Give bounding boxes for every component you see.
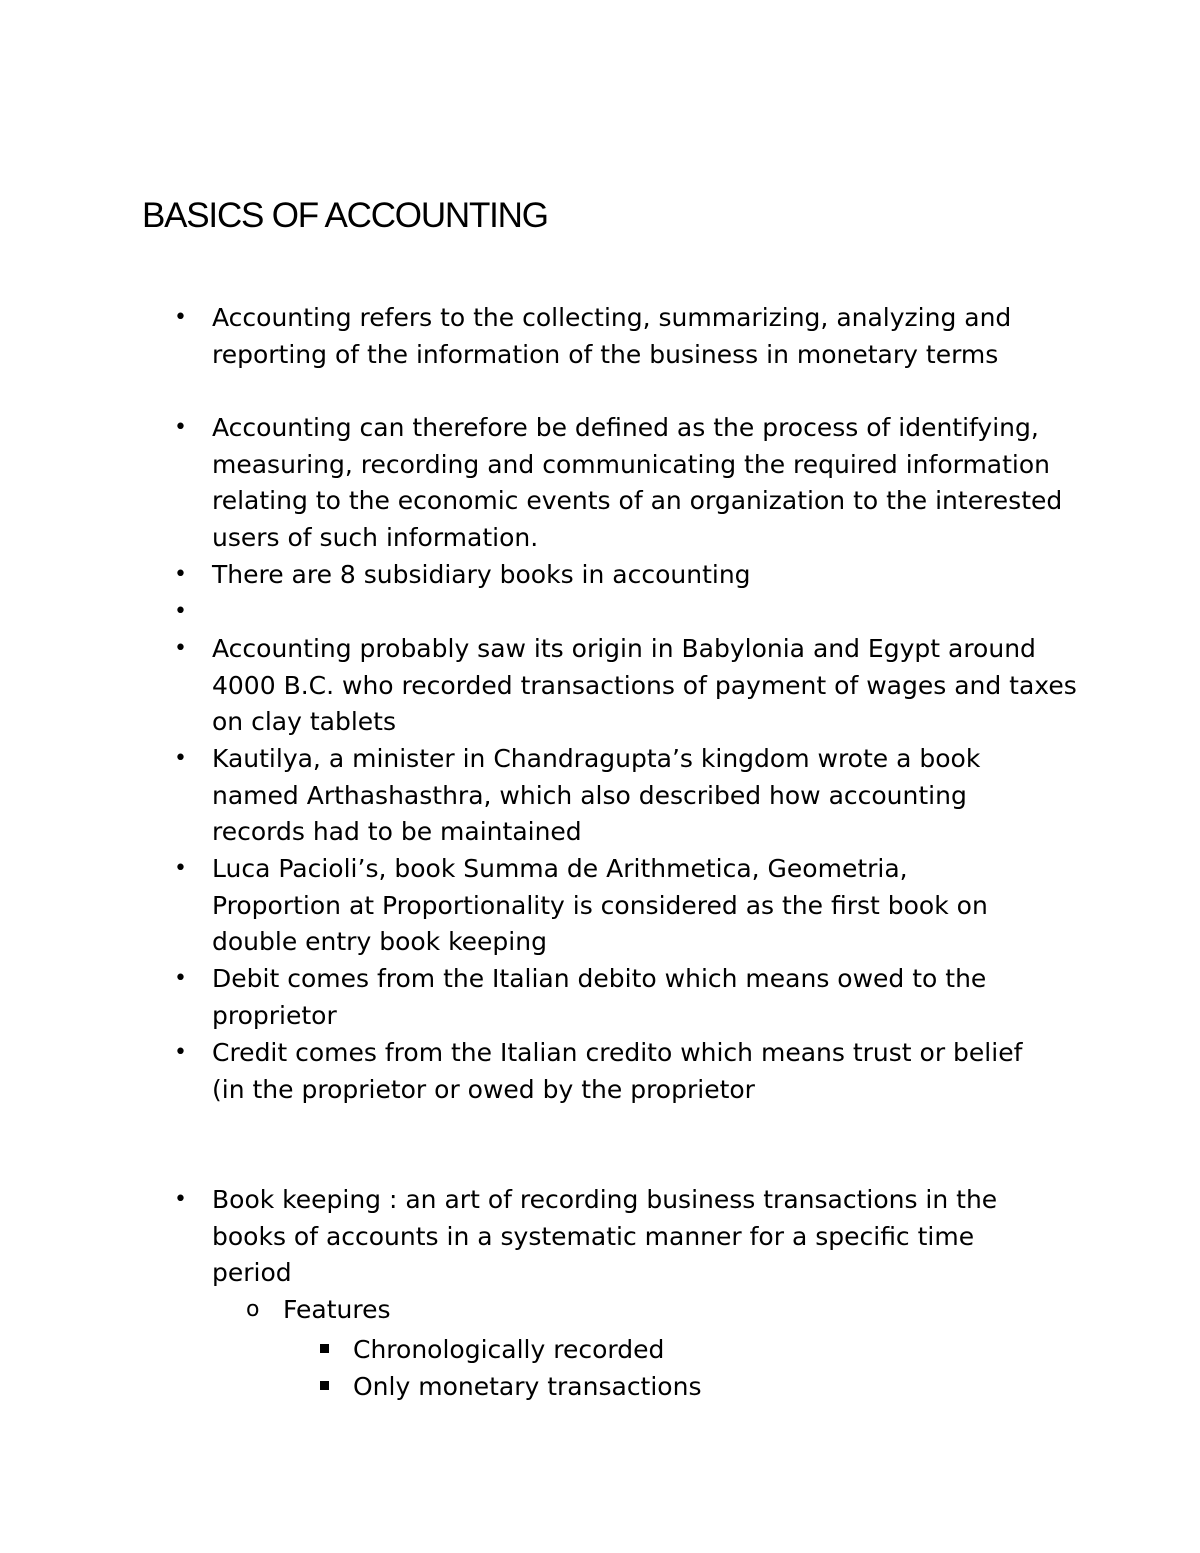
bullet-marker: • — [174, 746, 187, 771]
sub-sub-list-item — [353, 1369, 1113, 1406]
bullet-marker: • — [174, 1040, 187, 1065]
sub-sub-list-item-text: Chronologically recorded — [353, 1335, 665, 1364]
list-item — [174, 410, 1092, 557]
list-item — [174, 557, 1092, 594]
square-bullet-marker — [320, 1381, 329, 1390]
list-item — [174, 1035, 1032, 1108]
list-item-text: There are 8 subsidiary books in accounting — [212, 560, 751, 589]
list-item — [174, 631, 1092, 741]
bullet-marker: • — [174, 856, 187, 881]
list-item — [174, 851, 1032, 961]
list-item-text: Accounting probably saw its origin in Babylonia and Egypt around 4000 B.C. who recorded transactions of payment of wages and taxes on clay tablets — [212, 634, 1077, 737]
sub-list-item-label: Features — [283, 1295, 391, 1324]
bullet-marker: • — [174, 305, 187, 330]
sub-bullet-marker: o — [246, 1297, 260, 1322]
bullet-marker: • — [174, 636, 187, 661]
sub-sub-list-item-text: Only monetary transactions — [353, 1372, 702, 1401]
bullet-marker: • — [174, 599, 187, 624]
sub-sub-list-item — [353, 1332, 1113, 1369]
bullet-marker: • — [174, 1187, 187, 1212]
list-item-text: Kautilya, a minister in Chandragupta’s kingdom wrote a book named Arthashasthra, which also described how accounting records had to be maintained — [212, 744, 981, 847]
sub-list-item-features — [246, 1292, 1083, 1329]
list-item-text: Accounting refers to the collecting, summarizing, analyzing and reporting of the information of the business in monetary terms — [212, 303, 1012, 369]
list-item-text: Credit comes from the Italian credito which means trust or belief (in the proprietor or owed by the proprietor — [212, 1038, 1023, 1104]
list-item — [174, 300, 1092, 373]
list-item — [174, 741, 1062, 851]
list-item-text: Debit comes from the Italian debito which means owed to the proprietor — [212, 964, 987, 1030]
bullet-marker: • — [174, 966, 187, 991]
list-item — [174, 961, 1032, 1034]
square-bullet-marker — [320, 1344, 329, 1353]
list-item — [174, 1182, 1042, 1292]
list-item-text: Accounting can therefore be defined as the process of identifying, measuring, recording and communicating the required information relating to the economic events of an organization to the interested users of such information. — [212, 413, 1063, 553]
bullet-marker: • — [174, 562, 187, 587]
bullet-marker: • — [174, 415, 187, 440]
list-item-text: Book keeping : an art of recording business transactions in the books of accounts in a systematic manner for a specific time period — [212, 1185, 998, 1288]
list-item-text: Luca Pacioli’s, book Summa de Arithmetica, Geometria, Proportion at Proportionality is considered as the first book on double entry book keeping — [212, 854, 988, 957]
document-title: BASICS OF ACCOUNTING — [142, 196, 548, 235]
